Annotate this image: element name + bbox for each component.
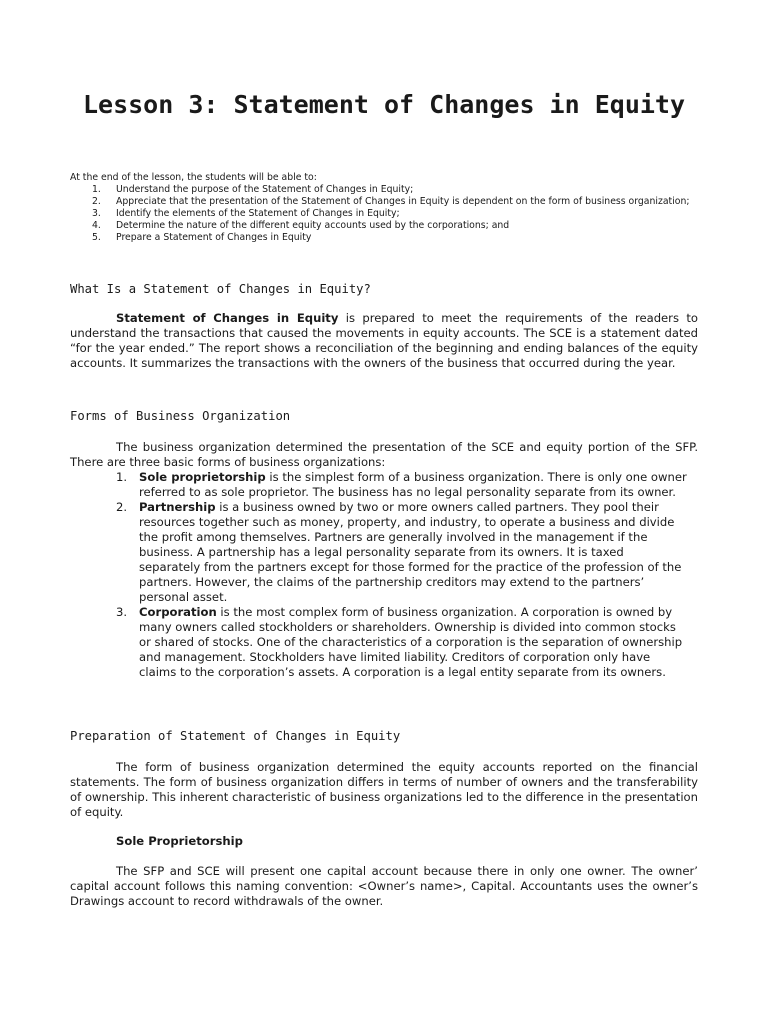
list-item: 2. Partnership is a business owned by two or more owners called partners. They pool their resources together such as money, property, and industry, to operate a business and divide the profit among themselves. Partners are generally involved in the management if the business. A partnership has a legal personality separate from its owners. It is taxed separately from the partners except for those formed for the practice of the profession of the partners. However, the claims of the partnership creditors may extend to the partners’ personal asset. (116, 500, 682, 604)
forms-intro-paragraph: The business organization determined the presentation of the SCE and equity portion of the SFP. There are three basic forms of business organizations: (70, 440, 698, 469)
objectives-list (70, 184, 698, 244)
section-heading-forms: Forms of Business Organization (70, 409, 291, 423)
list-item: 5. Prepare a Statement of Changes in Equity (92, 232, 312, 243)
learning-objectives (70, 172, 698, 244)
section-heading-sce: What Is a Statement of Changes in Equity? (70, 282, 371, 296)
lesson-title: Lesson 3: Statement of Changes in Equity (82, 90, 686, 119)
sce-definition-paragraph: Statement of Changes in Equity is prepared to meet the requirements of the readers to understand the transactions that caused the movements in equity accounts. The SCE is a statement dated “for the year ended.” The report shows a reconciliation of the beginning and ending balances of the equity accounts. It summarizes the transactions with the owners of the business that occurred during the year. (70, 311, 698, 370)
list-item: 1. Sole proprietorship is the simplest form of a business organization. There is only one owner referred to as sole proprietor. The business has no legal personality separate from its owner. (116, 470, 687, 499)
list-item: 3. Identify the elements of the Statement of Changes in Equity; (92, 208, 400, 219)
list-item: 2. Appreciate that the presentation of the Statement of Changes in Equity is dependent on the form of business organization; (92, 196, 690, 207)
forms-list (70, 470, 698, 680)
list-item: 4. Determine the nature of the different equity accounts used by the corporations; and (92, 220, 510, 231)
objectives-intro: At the end of the lesson, the students will be able to: (70, 172, 317, 183)
list-item: 3. Corporation is the most complex form of business organization. A corporation is owned by many owners called stockholders or shareholders. Ownership is divided into common stocks or shared of stocks. One of the characteristics of a corporation is the separation of ownership and management. Stockholders have limited liability. Creditors of corporation only have claims to the corporation’s assets. A corporation is a legal entity separate from its owners. (116, 605, 683, 679)
preparation-paragraph: The form of business organization determined the equity accounts reported on the financial statements. The form of business organization differs in terms of number of owners and the transferability of ownership. This inherent characteristic of business organizations led to the difference in the presentation of equity. (70, 760, 698, 819)
sole-proprietorship-paragraph: The SFP and SCE will present one capital account because there in only one owner. The owner’ capital account follows this naming convention: <Owner’s name>, Capital. Accountants uses the owner’s Drawings account to record withdrawals of the owner. (70, 864, 698, 908)
subheading-sole-proprietorship: Sole Proprietorship (116, 834, 243, 848)
section-heading-preparation: Preparation of Statement of Changes in Equity (70, 729, 401, 743)
list-item: 1. Understand the purpose of the Statement of Changes in Equity; (92, 184, 414, 195)
